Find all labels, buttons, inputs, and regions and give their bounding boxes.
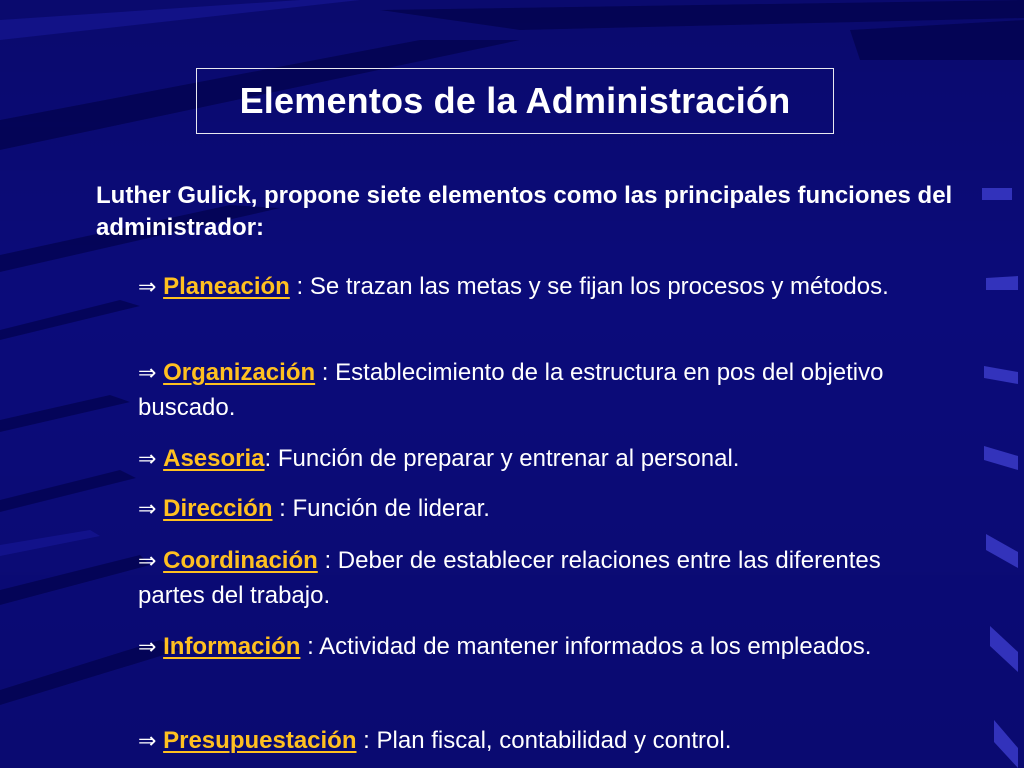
term-link[interactable]: Organización [163,359,316,386]
item-description: Plan fiscal, contabilidad y control. [376,727,732,754]
double-arrow-icon: ⇒ [138,275,157,300]
item-separator: : [264,445,278,472]
item-description: Deber de establecer relaciones entre las diferentes partes del trabajo. [138,547,881,609]
term-link[interactable]: Asesoria [163,445,265,472]
list-item-asesoria [138,442,739,477]
list-item-presupuestacion [138,724,731,759]
double-arrow-icon: ⇒ [138,729,157,754]
list-item-direccion [138,492,490,527]
item-separator: : [272,495,293,522]
double-arrow-icon: ⇒ [138,549,157,574]
item-separator: : [289,273,310,300]
double-arrow-icon: ⇒ [138,447,157,472]
list-item-planeacion [138,270,889,305]
term-link[interactable]: Coordinación [163,547,318,574]
list-item-informacion [138,630,871,665]
term-link[interactable]: Información [163,633,301,660]
item-separator: : [356,727,377,754]
item-description: Se trazan las metas y se fijan los procesos y métodos. [309,273,889,300]
intro-text: Luther Gulick, propone siete elementos como las principales funciones del administrador: [96,182,953,241]
item-description: Actividad de mantener informados a los empleados. [319,633,872,660]
right-edge-decorations [964,0,1024,768]
item-separator: : [300,633,320,660]
term-link[interactable]: Presupuestación [163,727,357,754]
list-item-organizacion [138,356,938,425]
item-description: Establecimiento de la estructura en pos del objetivo buscado. [138,359,884,421]
list-item-coordinacion [138,544,938,613]
item-description: Función de preparar y entrenar al personal. [277,445,740,472]
item-separator: : [315,359,336,386]
double-arrow-icon: ⇒ [138,497,157,522]
double-arrow-icon: ⇒ [138,635,157,660]
slide-title: Elementos de la Administración [239,80,791,121]
term-link[interactable]: Dirección [163,495,273,522]
item-description: Función de liderar. [292,495,490,522]
double-arrow-icon: ⇒ [138,361,157,386]
term-link[interactable]: Planeación [163,273,290,300]
title-box [196,68,834,134]
item-separator: : [317,547,338,574]
